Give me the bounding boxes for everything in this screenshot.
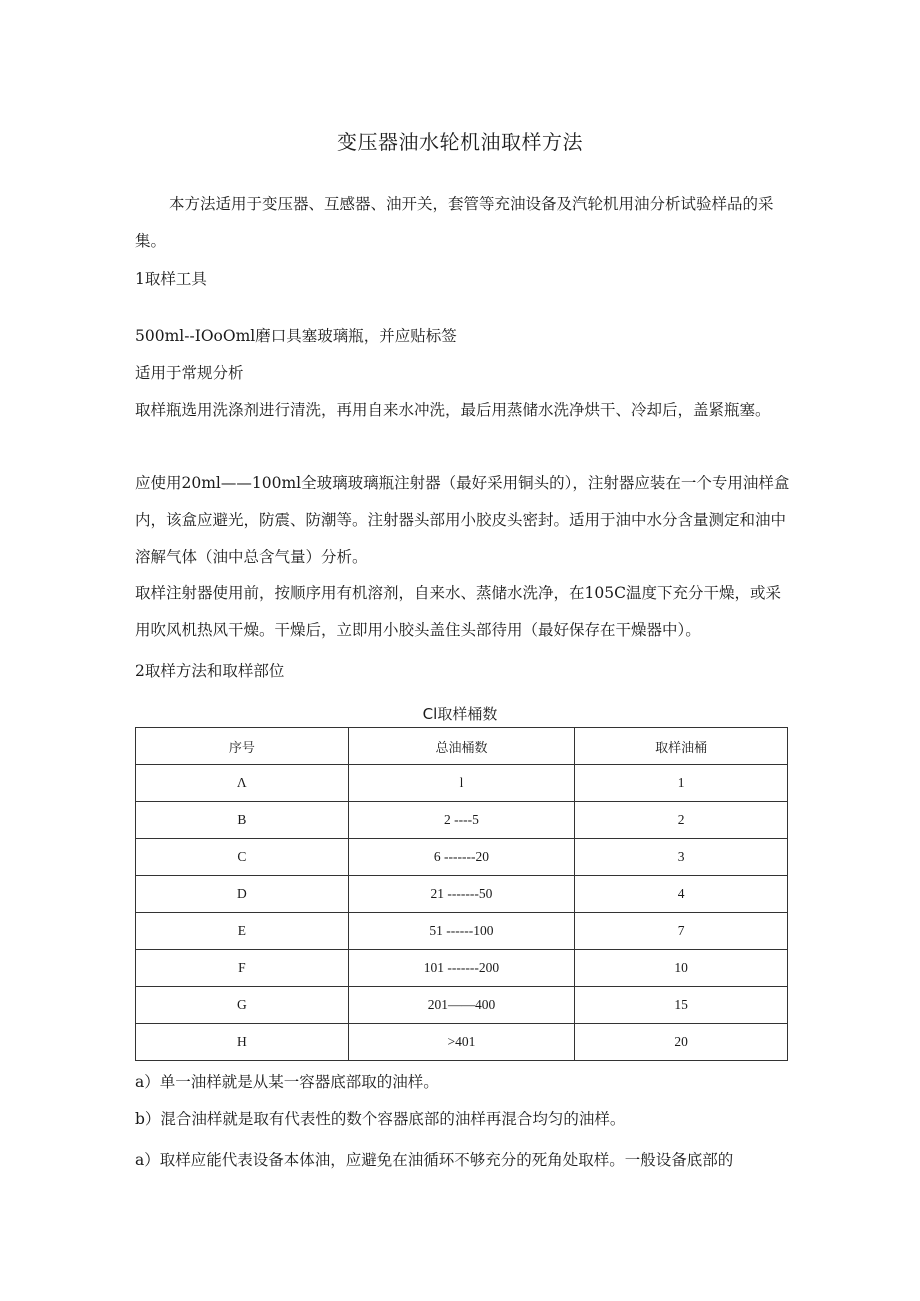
table-cell: C xyxy=(136,839,349,876)
table-row xyxy=(136,765,788,802)
tool-bottle-line: 500ml--IOoOml磨口具塞玻璃瓶，并应贴标签 xyxy=(135,327,457,345)
table-cell: 3 xyxy=(575,839,788,876)
table-cell: 6 -------20 xyxy=(348,839,575,876)
table-cell: 10 xyxy=(575,950,788,987)
bottle-cleaning-paragraph: 取样瓶选用洗涤剂进行清洗，再用自来水冲洗，最后用蒸储水洗净烘干、冷却后，盖紧瓶塞。 xyxy=(135,401,771,419)
table-row xyxy=(136,1024,788,1061)
syringe-paragraph: 应使用20ml——100ml全玻璃玻璃瓶注射器（最好采用铜头的），注射器应装在一个专用油样盒内，该盒应避光，防震、防潮等。注射器头部用小胶皮头密封。适用于油中水分含量测定和油中溶解气体（油中总含气量）分析。 xyxy=(135,474,790,566)
table-row xyxy=(136,839,788,876)
table-cell: G xyxy=(136,987,349,1024)
header-cell: 总油桶数 xyxy=(348,728,575,765)
table-row xyxy=(136,913,788,950)
section-1-heading: 1取样工具 xyxy=(135,270,207,288)
table-cell: D xyxy=(136,876,349,913)
table-caption: Cl取样桶数 xyxy=(422,705,498,723)
routine-analysis-line: 适用于常规分析 xyxy=(135,364,244,382)
table-cell: E xyxy=(136,913,349,950)
section-2-heading: 2取样方法和取样部位 xyxy=(135,662,285,680)
table-cell: F xyxy=(136,950,349,987)
table-cell: 2 xyxy=(575,802,788,839)
note-sampling-location: a）取样应能代表设备本体油，应避免在油循环不够充分的死角处取样。一般设备底部的 xyxy=(135,1151,734,1169)
note-mixed-sample: b）混合油样就是取有代表性的数个容器底部的油样再混合均匀的油样。 xyxy=(135,1110,626,1128)
table-header-row xyxy=(136,728,788,765)
table-cell: 201——400 xyxy=(348,987,575,1024)
intro-paragraph: 本方法适用于变压器、互感器、油开关，套管等充油设备及汽轮机用油分析试验样品的采集。 xyxy=(135,195,774,250)
document-title: 变压器油水轮机油取样方法 xyxy=(337,130,583,154)
table-cell: 1 xyxy=(575,765,788,802)
header-cell: 序号 xyxy=(136,728,349,765)
table-cell: H xyxy=(136,1024,349,1061)
table-row xyxy=(136,802,788,839)
table-cell: 15 xyxy=(575,987,788,1024)
table-cell: l xyxy=(348,765,575,802)
table-cell: B xyxy=(136,802,349,839)
table-cell: 51 ------100 xyxy=(348,913,575,950)
table-row xyxy=(136,876,788,913)
table-cell: 7 xyxy=(575,913,788,950)
table-cell: Λ xyxy=(136,765,349,802)
table-cell: 2 ----5 xyxy=(348,802,575,839)
table-cell: 101 -------200 xyxy=(348,950,575,987)
sampling-barrels-table xyxy=(135,727,788,1061)
syringe-cleaning-paragraph: 取样注射器使用前，按顺序用有机溶剂，自来水、蒸储水洗净，在105C温度下充分干燥，或采用吹风机热风干燥。干燥后，立即用小胶头盖住头部待用（最好保存在干燥器中）。 xyxy=(135,584,781,639)
table-cell: >401 xyxy=(348,1024,575,1061)
table-row xyxy=(136,950,788,987)
table-cell: 21 -------50 xyxy=(348,876,575,913)
table-cell: 20 xyxy=(575,1024,788,1061)
header-cell: 取样油桶 xyxy=(575,728,788,765)
table-row xyxy=(136,987,788,1024)
note-single-sample: a）单一油样就是从某一容器底部取的油样。 xyxy=(135,1073,439,1091)
table-cell: 4 xyxy=(575,876,788,913)
